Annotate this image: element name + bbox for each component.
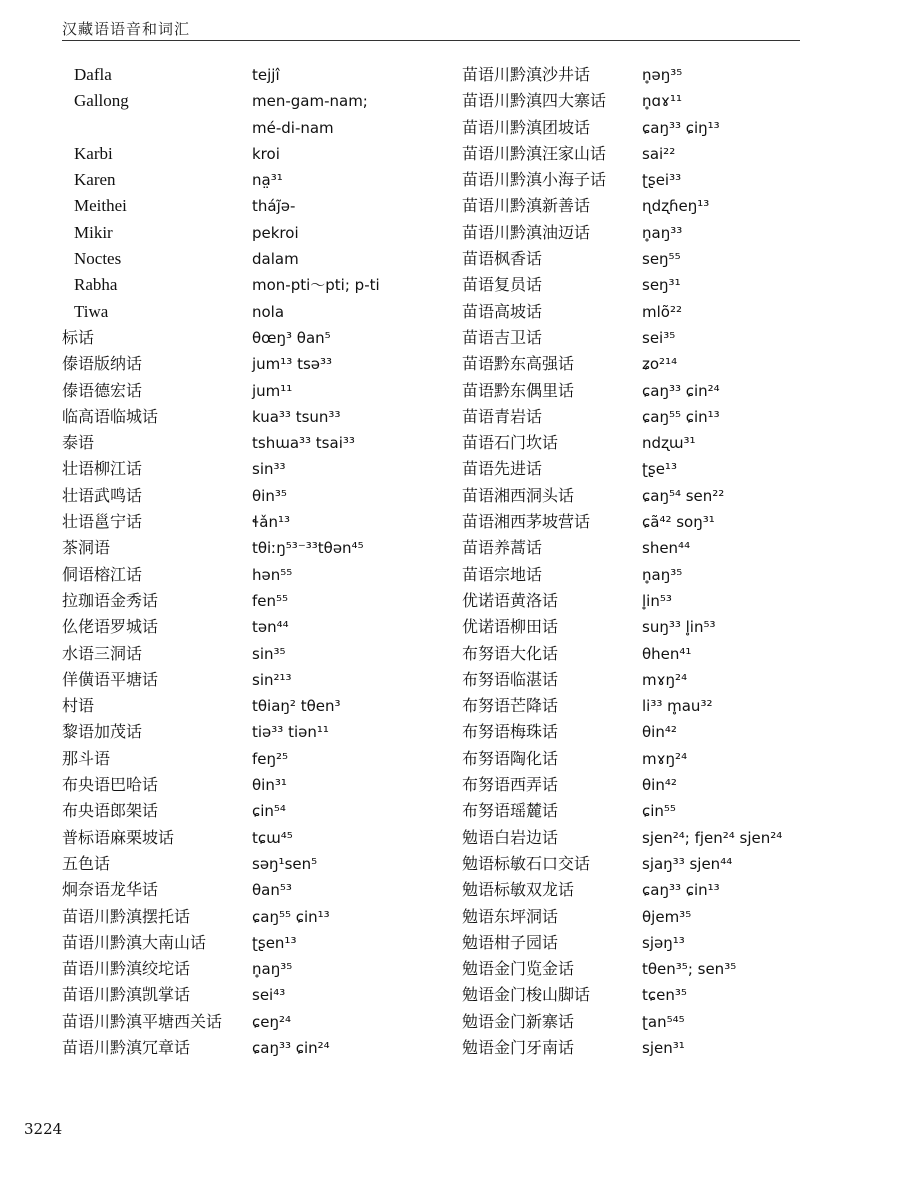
language-name: 苗语宗地话 <box>462 564 543 584</box>
language-name: 苗语复员话 <box>462 275 543 295</box>
phonetic-form: ɕaŋ⁵⁴ sen²² <box>642 486 725 505</box>
phonetic-form: tshɯa³³ tsai³³ <box>252 434 355 453</box>
language-name: 村语 <box>62 696 95 716</box>
vocab-entry <box>62 956 462 982</box>
vocab-entry <box>62 746 462 772</box>
vocab-entry <box>62 667 462 693</box>
phonetic-form: sjəŋ¹³ <box>642 933 685 952</box>
vocab-entry <box>462 88 862 114</box>
phonetic-form: mon-pti～pti; p-ti <box>252 276 380 295</box>
vocab-entry <box>462 641 862 667</box>
phonetic-form: ɕeŋ²⁴ <box>252 1012 292 1031</box>
language-name: 布努语西弄话 <box>462 775 559 795</box>
vocab-entry <box>462 193 862 219</box>
vocab-entry <box>62 772 462 798</box>
vocab-entry <box>462 1035 862 1061</box>
phonetic-form: dalam <box>252 250 299 269</box>
language-name: 苗语川黔滇四大寨话 <box>462 91 607 111</box>
vocab-entry <box>462 272 862 298</box>
phonetic-form: sei³⁵ <box>642 328 676 347</box>
running-title: 汉藏语语音和词汇 <box>62 20 191 38</box>
phonetic-form: θin⁴² <box>642 723 677 742</box>
language-name: 勉语标敏石口交话 <box>462 853 591 873</box>
phonetic-form: seŋ⁵⁵ <box>642 250 681 269</box>
language-name: 优诺语柳田话 <box>462 617 559 637</box>
language-name: 傣语德宏话 <box>62 380 143 400</box>
vocab-entry <box>462 746 862 772</box>
phonetic-form: kua³³ tsun³³ <box>252 407 341 426</box>
language-name: Karen <box>74 170 116 190</box>
phonetic-form: nola <box>252 302 285 321</box>
vocab-entry <box>462 535 862 561</box>
phonetic-form: tɕen³⁵ <box>642 986 687 1005</box>
phonetic-form: ɬǎn¹³ <box>252 513 291 532</box>
phonetic-form: səŋ¹sen⁵ <box>252 854 318 873</box>
phonetic-form: tejjî <box>252 66 280 84</box>
vocab-entry <box>62 641 462 667</box>
phonetic-form: sei⁴³ <box>252 986 286 1005</box>
vocab-entry <box>462 982 862 1008</box>
language-name: 苗语先进话 <box>462 459 543 479</box>
language-name: 苗语川黔滇小海子话 <box>462 170 607 190</box>
phonetic-form: men-gam-nam; <box>252 92 368 111</box>
vocab-entry <box>62 430 462 456</box>
vocab-entry <box>62 325 462 351</box>
language-name: 苗语黔东高强话 <box>462 354 575 374</box>
phonetic-form: ɳdʐɦeŋ¹³ <box>642 197 710 216</box>
phonetic-form: sai²² <box>642 144 676 163</box>
vocab-entry <box>62 456 462 482</box>
language-name: 拉珈语金秀话 <box>62 590 159 610</box>
vocab-entry <box>62 825 462 851</box>
vocab-entry <box>62 930 462 956</box>
phonetic-form: n̥aŋ³⁵ <box>252 960 293 979</box>
language-name: 布努语大化话 <box>462 643 559 663</box>
phonetic-form: n̥aŋ³⁵ <box>642 565 683 584</box>
phonetic-form: hən⁵⁵ <box>252 565 293 584</box>
phonetic-form: mɤŋ²⁴ <box>642 749 688 768</box>
vocab-entry <box>462 667 862 693</box>
vocab-entry <box>62 693 462 719</box>
phonetic-form: ʈʂe¹³ <box>642 460 677 479</box>
phonetic-form: suŋ³³ l̥in⁵³ <box>642 618 716 637</box>
language-name: 苗语石门坎话 <box>462 433 559 453</box>
vocab-entry <box>462 404 862 430</box>
phonetic-form: ɕaŋ⁵⁵ ɕin¹³ <box>252 907 330 926</box>
language-name: Rabha <box>74 275 118 295</box>
phonetic-form: tθiːŋ⁵³⁻³³tθən⁴⁵ <box>252 539 364 558</box>
vocab-entry <box>62 404 462 430</box>
vocab-entry <box>462 693 862 719</box>
language-name: 布努语瑶麓话 <box>462 801 559 821</box>
vocab-entry <box>62 904 462 930</box>
language-name: 临高语临城话 <box>62 406 159 426</box>
language-name: 苗语枫香话 <box>462 249 543 269</box>
phonetic-form: θjem³⁵ <box>642 907 692 926</box>
vocab-entry <box>462 246 862 272</box>
vocab-entry <box>462 904 862 930</box>
language-name: 苗语川黔滇汪家山话 <box>462 143 607 163</box>
language-name: 那斗语 <box>62 748 111 768</box>
language-name: 勉语白岩边话 <box>462 827 559 847</box>
vocab-entry <box>62 535 462 561</box>
vocab-entry <box>62 88 462 114</box>
phonetic-form: ɕaŋ³³ ɕiŋ¹³ <box>642 118 720 137</box>
phonetic-form: l̥in⁵³ <box>642 591 672 610</box>
language-name: 水语三洞话 <box>62 643 143 663</box>
language-name: 苗语川黔滇摆托话 <box>62 906 191 926</box>
phonetic-form: ɕaŋ⁵⁵ ɕin¹³ <box>642 407 720 426</box>
header-rule <box>62 40 800 41</box>
right-column <box>462 62 862 1061</box>
language-name: 苗语川黔滇团坡话 <box>462 117 591 137</box>
phonetic-form: θin³⁵ <box>252 486 287 505</box>
phonetic-form: sjen²⁴; fjen²⁴ sjen²⁴ <box>642 828 783 847</box>
phonetic-form: ɕaŋ³³ ɕin²⁴ <box>642 381 720 400</box>
vocab-entry <box>62 141 462 167</box>
phonetic-form: mé-di-nam <box>252 118 334 137</box>
vocab-entry <box>462 614 862 640</box>
phonetic-form: tθen³⁵; sen³⁵ <box>642 960 737 979</box>
language-name: 勉语东坪洞话 <box>462 906 559 926</box>
vocab-entry <box>62 509 462 535</box>
language-name: 苗语吉卫话 <box>462 327 543 347</box>
phonetic-form: seŋ³¹ <box>642 276 681 295</box>
language-name: 苗语川黔滇油迈话 <box>462 222 591 242</box>
language-name: 优诺语黄洛话 <box>462 590 559 610</box>
phonetic-form: ʑo²¹⁴ <box>642 355 678 374</box>
vocab-entry <box>462 509 862 535</box>
phonetic-form: θan⁵³ <box>252 881 292 900</box>
language-name: Meithei <box>74 196 127 216</box>
language-name: 仫佬语罗城话 <box>62 617 159 637</box>
phonetic-form: ɕã⁴² soŋ³¹ <box>642 513 715 532</box>
vocab-entry <box>62 483 462 509</box>
language-name: 壮语邕宁话 <box>62 512 143 532</box>
page-header <box>0 0 900 60</box>
phonetic-form: mlõ²² <box>642 302 682 321</box>
vocab-entry <box>62 378 462 404</box>
phonetic-form: θin³¹ <box>252 776 287 795</box>
vocab-entry <box>462 825 862 851</box>
vocab-entry <box>62 272 462 298</box>
language-name: 苗语川黔滇沙井话 <box>462 65 591 84</box>
language-name: 标话 <box>62 327 95 347</box>
vocab-entry <box>462 351 862 377</box>
phonetic-form: tən⁴⁴ <box>252 618 289 637</box>
vocab-entry <box>462 167 862 193</box>
language-name: 布努语芒降话 <box>462 696 559 716</box>
language-name: 苗语川黔滇平塘西关话 <box>62 1011 223 1031</box>
phonetic-form: ɕin⁵⁵ <box>642 802 676 821</box>
language-name: 侗语榕江话 <box>62 564 143 584</box>
language-name: 壮语武鸣话 <box>62 485 143 505</box>
language-name: 苗语黔东偶里话 <box>462 380 575 400</box>
language-name: 苗语川黔滇新善话 <box>462 196 591 216</box>
phonetic-form: sjaŋ³³ sjen⁴⁴ <box>642 854 733 873</box>
phonetic-form: sin³³ <box>252 460 286 479</box>
vocab-entry <box>62 851 462 877</box>
language-name: 傣语版纳话 <box>62 354 143 374</box>
vocab-entry <box>462 798 862 824</box>
language-name: 苗语湘西洞头话 <box>462 485 575 505</box>
language-name: 五色话 <box>62 853 111 873</box>
language-name: 布央语巴哈话 <box>62 775 159 795</box>
language-name: 勉语金门梭山脚话 <box>462 985 591 1005</box>
vocab-entry <box>62 562 462 588</box>
vocab-entry <box>462 956 862 982</box>
language-name: 布努语陶化话 <box>462 748 559 768</box>
phonetic-form: ʈʂen¹³ <box>252 933 297 952</box>
language-name: 炯奈语龙华话 <box>62 880 159 900</box>
language-name: 泰语 <box>62 433 95 453</box>
vocab-entry <box>62 62 462 88</box>
phonetic-form: sin²¹³ <box>252 670 292 689</box>
language-name: Karbi <box>74 143 113 163</box>
language-name: Mikir <box>74 222 113 242</box>
vocab-entry <box>62 299 462 325</box>
phonetic-form: li³³ m̥au³² <box>642 697 713 716</box>
vocab-entry <box>62 798 462 824</box>
language-name: 苗语川黔滇凯掌话 <box>62 985 191 1005</box>
vocab-entry <box>462 562 862 588</box>
vocab-entry <box>462 1009 862 1035</box>
vocab-entry <box>462 483 862 509</box>
phonetic-form: mɤŋ²⁴ <box>642 670 688 689</box>
phonetic-form: fen⁵⁵ <box>252 591 289 610</box>
vocab-entry <box>462 430 862 456</box>
phonetic-form: tθiaŋ² tθen³ <box>252 697 341 716</box>
language-name: 布努语梅珠话 <box>462 722 559 742</box>
phonetic-form: sin³⁵ <box>252 644 286 663</box>
phonetic-form: tháj̃ə- <box>252 197 296 216</box>
left-column <box>62 62 462 1061</box>
phonetic-form: ʈan⁵⁴⁵ <box>642 1012 685 1031</box>
vocab-entry <box>462 930 862 956</box>
vocab-entry <box>462 378 862 404</box>
vocab-entry <box>62 614 462 640</box>
vocab-entry <box>62 877 462 903</box>
vocab-entry <box>462 877 862 903</box>
language-name: 普标语麻栗坡话 <box>62 827 175 847</box>
language-name: 勉语金门牙南话 <box>462 1037 575 1057</box>
vocab-entry <box>62 246 462 272</box>
phonetic-form: n̥əŋ³⁵ <box>642 66 683 84</box>
vocab-entry <box>462 719 862 745</box>
vocab-entry <box>62 719 462 745</box>
language-name: 苗语川黔滇冗章话 <box>62 1037 191 1057</box>
vocab-entry <box>62 167 462 193</box>
vocab-entry <box>62 193 462 219</box>
vocab-entry <box>462 115 862 141</box>
language-name: Dafla <box>74 65 112 84</box>
phonetic-form: θœŋ³ θan⁵ <box>252 328 331 347</box>
vocab-entry <box>62 982 462 1008</box>
language-name: Tiwa <box>74 301 109 321</box>
page-number: 3224 <box>24 1120 63 1138</box>
vocab-entry <box>462 62 862 88</box>
vocab-entry <box>462 588 862 614</box>
vocab-entry <box>62 220 462 246</box>
phonetic-form: jum¹³ tsə³³ <box>252 355 333 374</box>
language-name: 苗语高坡话 <box>462 301 543 321</box>
phonetic-form: ɕaŋ³³ ɕin²⁴ <box>252 1038 330 1057</box>
language-name: 勉语金门览金话 <box>462 959 575 979</box>
vocab-entry <box>462 325 862 351</box>
phonetic-form: ɕin⁵⁴ <box>252 802 286 821</box>
phonetic-form: ndʐɯ³¹ <box>642 434 696 453</box>
phonetic-form: n̥aŋ³³ <box>642 223 683 242</box>
language-name: 苗语养蒿话 <box>462 538 543 558</box>
vocab-entry <box>462 141 862 167</box>
vocab-entry <box>462 772 862 798</box>
language-name: 黎语加茂话 <box>62 722 143 742</box>
language-name: Noctes <box>74 249 122 269</box>
language-name: 勉语金门新寨话 <box>462 1011 575 1031</box>
language-name: 茶洞语 <box>62 538 111 558</box>
vocab-entry <box>462 456 862 482</box>
phonetic-form: θin⁴² <box>642 776 677 795</box>
phonetic-form: θhen⁴¹ <box>642 644 692 663</box>
language-name: 苗语川黔滇绞坨话 <box>62 959 191 979</box>
language-name: 壮语柳江话 <box>62 459 143 479</box>
phonetic-form: ɕaŋ³³ ɕin¹³ <box>642 881 720 900</box>
phonetic-form: ʈʂei³³ <box>642 171 682 190</box>
language-name: 苗语青岩话 <box>462 406 543 426</box>
phonetic-form: n̥ɑɤ¹¹ <box>642 92 682 111</box>
phonetic-form: kroi <box>252 144 280 163</box>
vocab-entry <box>62 351 462 377</box>
phonetic-form: tiə³³ tiən¹¹ <box>252 723 329 742</box>
language-name: Gallong <box>74 91 129 111</box>
vocab-entry <box>462 299 862 325</box>
language-name: 勉语标敏双龙话 <box>462 880 575 900</box>
phonetic-form: shen⁴⁴ <box>642 539 691 558</box>
language-name: 苗语湘西茅坡营话 <box>462 512 591 532</box>
phonetic-form: pekroi <box>252 223 299 242</box>
vocab-entry <box>462 220 862 246</box>
phonetic-form: na̤³¹ <box>252 171 283 190</box>
language-name: 苗语川黔滇大南山话 <box>62 932 207 952</box>
phonetic-form: sjen³¹ <box>642 1038 685 1057</box>
language-name: 勉语柑子园话 <box>462 932 559 952</box>
vocab-entry <box>62 588 462 614</box>
language-name: 佯僙语平塘话 <box>62 669 159 689</box>
phonetic-form: tɕɯ⁴⁵ <box>252 828 293 847</box>
vocab-entry <box>62 1035 462 1061</box>
phonetic-form: jum¹¹ <box>252 381 293 400</box>
vocab-entry <box>462 851 862 877</box>
vocab-entry <box>62 115 462 141</box>
language-name: 布央语郎架话 <box>62 801 159 821</box>
phonetic-form: feŋ²⁵ <box>252 749 289 768</box>
vocab-entry <box>62 1009 462 1035</box>
language-name: 布努语临湛话 <box>462 669 559 689</box>
